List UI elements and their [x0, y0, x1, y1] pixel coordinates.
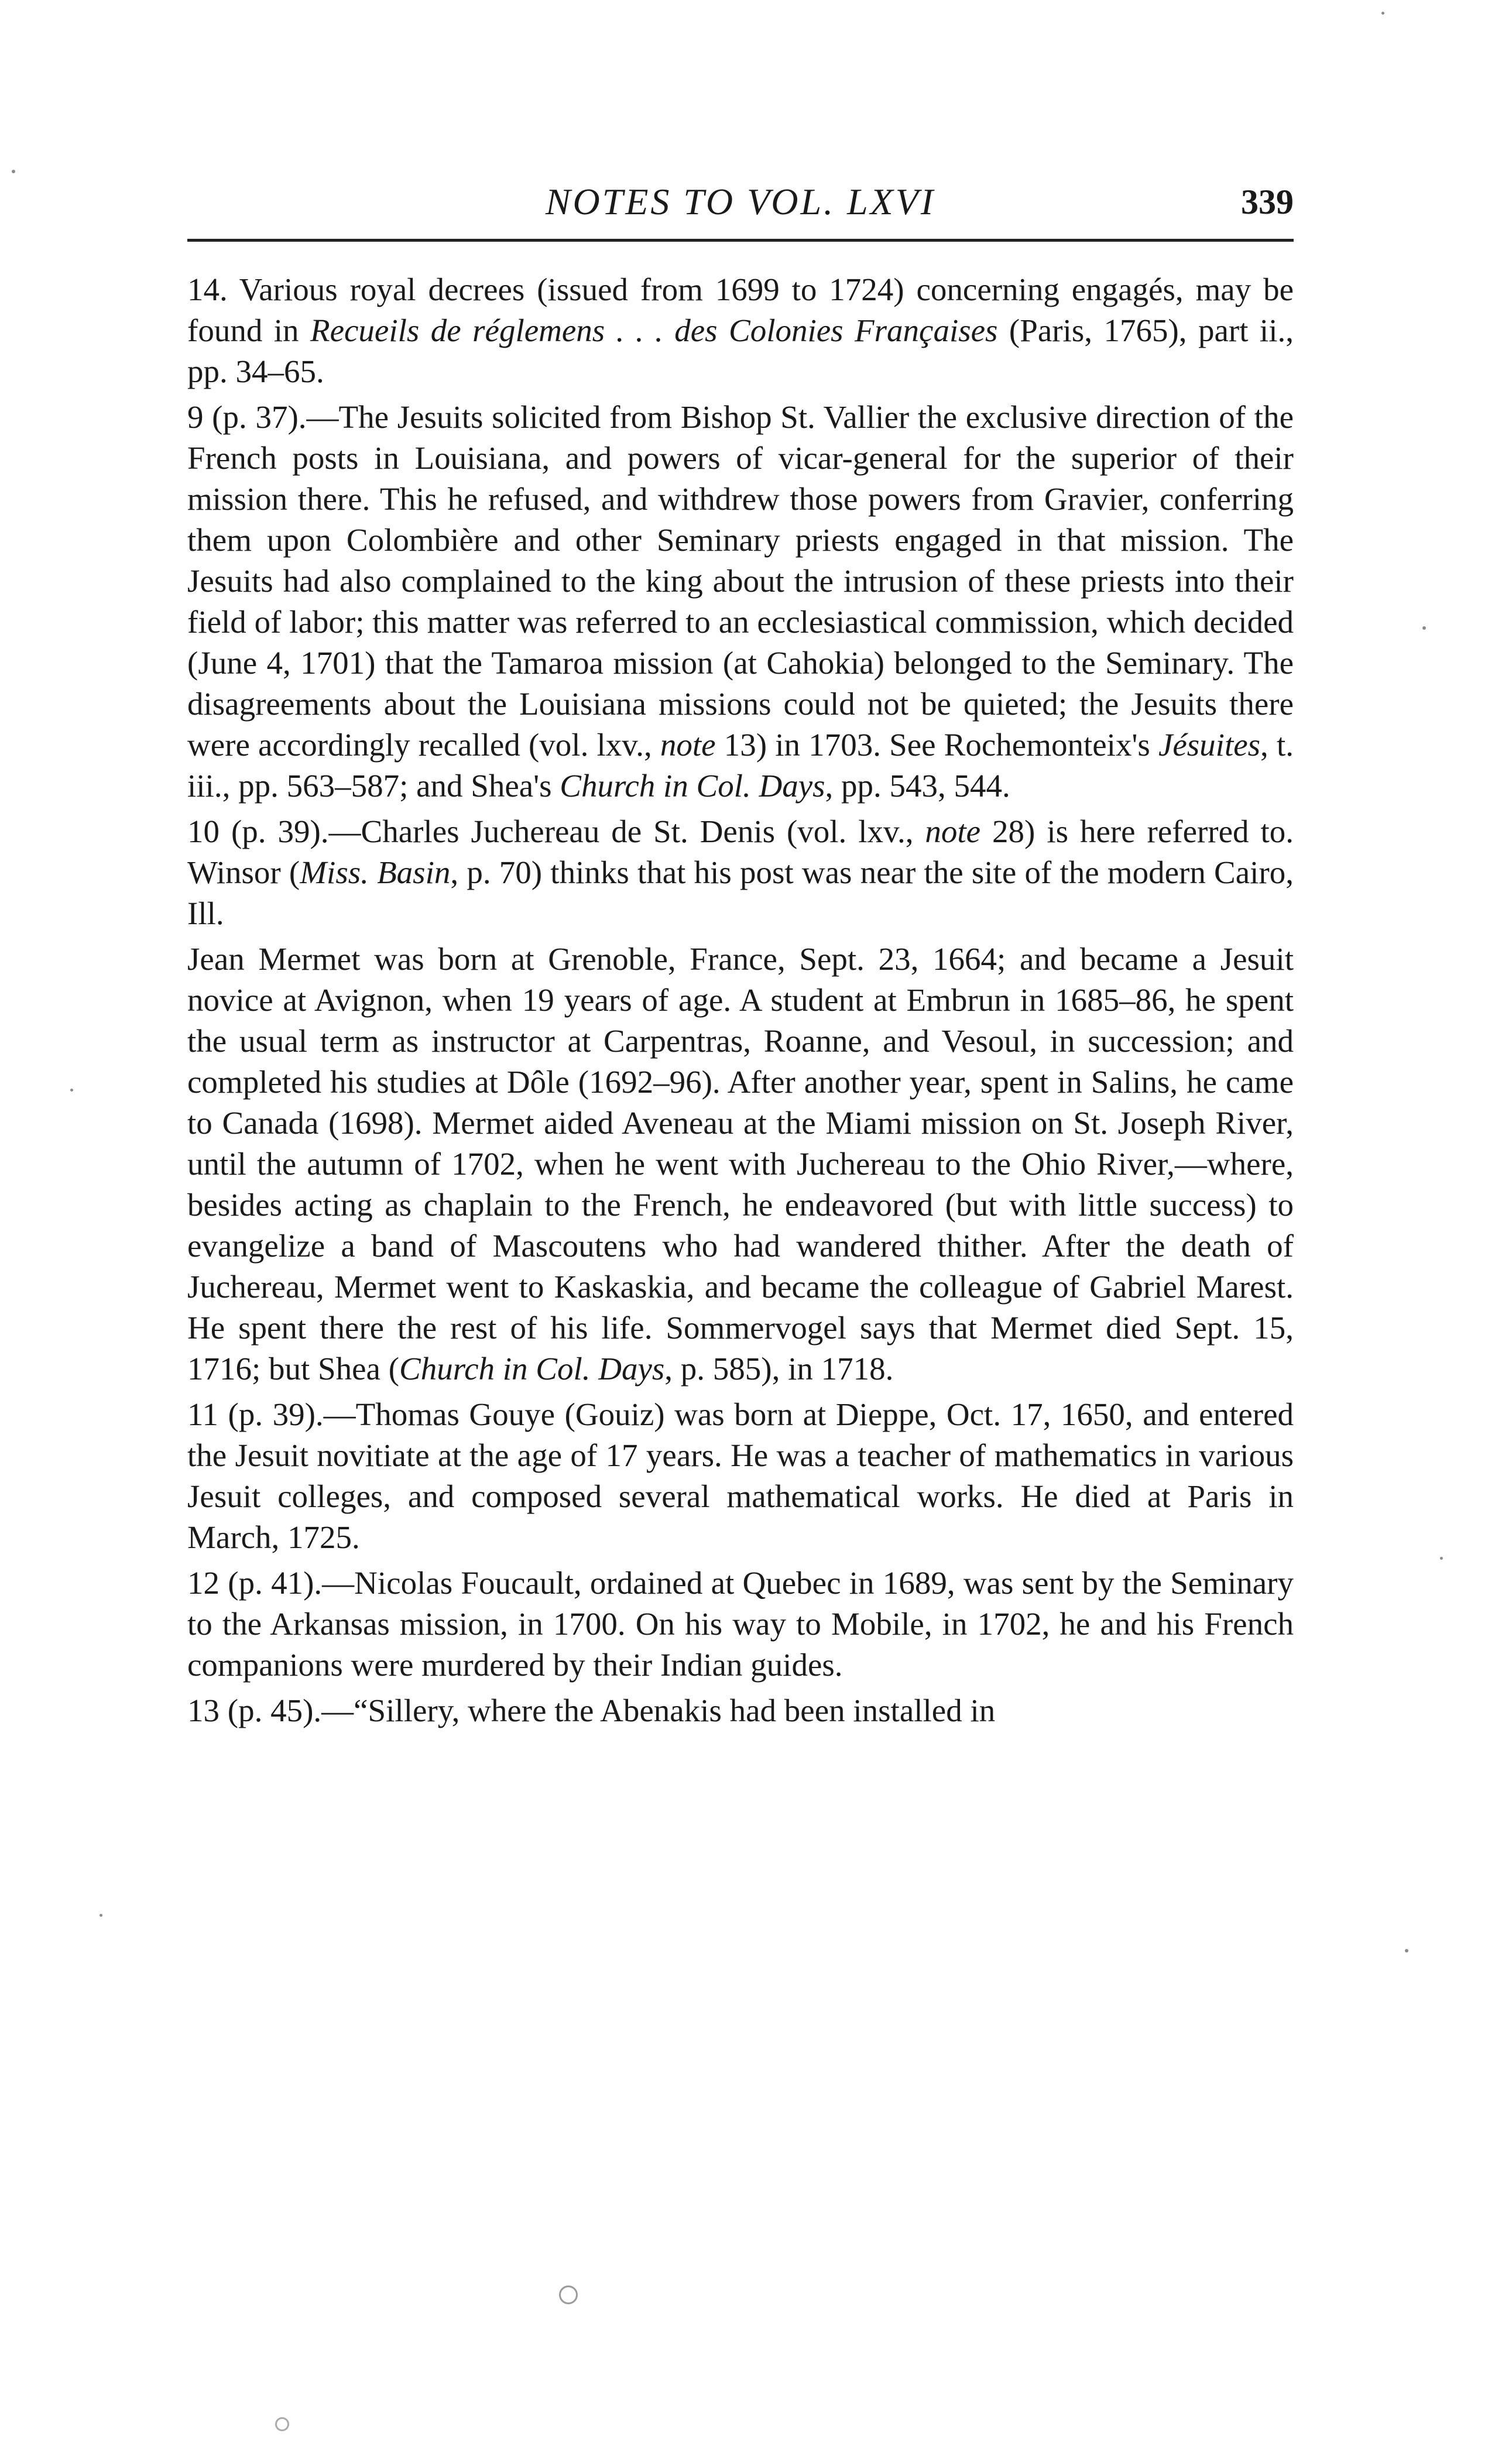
- scan-speck: [1422, 626, 1426, 630]
- text-run: 13) in 1703. See Rochemonteix's: [715, 727, 1158, 763]
- text-run: 11 (p. 39).—Thomas Gouye (Gouiz) was born at Dieppe, Oct. 17, 1650, and entered the Jesuit novitiate at the age of 17 years. He was a teacher of mathematics in various Jesuit colleges, and composed several mathematical works. He died at Paris in March, 1725.: [187, 1396, 1294, 1555]
- text-run: 14. Various royal decrees (issued from 1699 to 1724) concerning engagés, may be found in: [187, 272, 1294, 348]
- text-run: 10 (p. 39).—Charles Juchereau de St. Denis (vol. lxv.,: [187, 814, 925, 849]
- paragraph-note-11: [187, 1394, 1294, 1558]
- italic-word: note: [660, 727, 716, 763]
- paragraph-mermet: [187, 939, 1294, 1389]
- italic-title: Church in Col. Days: [399, 1351, 665, 1387]
- text-run: (Paris, 1765), part ii., pp. 34–65.: [187, 313, 1294, 389]
- scan-speck: [100, 1914, 102, 1917]
- paragraph-note-13: [187, 1690, 1294, 1731]
- scan-speck: [275, 2417, 289, 2431]
- paragraph-note-10: [187, 811, 1294, 934]
- italic-word: note: [925, 814, 981, 849]
- text-run: 28) is here referred to. Winsor (: [187, 814, 1294, 890]
- scan-speck: [1440, 1557, 1443, 1560]
- text-run: Jean Mermet was born at Grenoble, France, Sept. 23, 1664; and became a Jesuit novice at Avignon, when 19 years of age. A student at Embrun in 1685–86, he spent the usual term as instructor at Carpentras, Roanne, and Vesoul, in succession; and completed his studies at Dôle (1692–96). After another year, spent in Salins, he came to Canada (1698). Mermet aided Aveneau at the Miami mission on St. Joseph River, until the autumn of 1702, when he went with Juchereau to the Ohio River,—where, besides acting as chaplain to the French, he endeavored (but with little success) to evangelize a band of Mascoutens who had wandered thither. After the death of Juchereau, Mermet went to Kaskaskia, and became the colleague of Gabriel Marest. He spent there the rest of his life. Sommervogel says that Mermet died Sept. 15, 1716; but Shea (: [187, 941, 1294, 1387]
- paragraph-note-9: [187, 397, 1294, 807]
- header-rule: [187, 239, 1294, 242]
- paragraph-note-14: [187, 269, 1294, 392]
- scan-speck: [1381, 12, 1384, 15]
- text-run: 12 (p. 41).—Nicolas Foucault, ordained at Quebec in 1689, was sent by the Seminary to the Arkansas mission, in 1700. On his way to Mobile, in 1702, he and his French companions were murdered by their Indian guides.: [187, 1565, 1294, 1683]
- text-run: , p. 70) thinks that his post was near the site of the modern Cairo, Ill.: [187, 854, 1294, 931]
- notes-body: [187, 269, 1294, 1736]
- page-number: 339: [1241, 183, 1294, 221]
- text-run: , t. iii., pp. 563–587; and Shea's: [187, 727, 1294, 804]
- running-head: NOTES TO VOL. LXVI: [545, 181, 936, 222]
- scan-speck: [70, 1089, 73, 1092]
- scan-speck: [1405, 1949, 1408, 1952]
- italic-title: Recueils de réglemens . . . des Colonies Françaises: [310, 313, 998, 348]
- italic-title: Jésuites: [1158, 727, 1261, 763]
- scan-speck: [559, 2285, 578, 2304]
- paragraph-note-12: [187, 1563, 1294, 1686]
- page-header: [187, 176, 1294, 228]
- text-run: , p. 585), in 1718.: [664, 1351, 894, 1387]
- italic-title: Church in Col. Days: [560, 768, 825, 804]
- scan-speck: [12, 170, 15, 173]
- text-run: , pp. 543, 544.: [825, 768, 1010, 804]
- text-run: 9 (p. 37).—The Jesuits solicited from Bishop St. Vallier the exclusive direction of the French posts in Louisiana, and powers of vicar-general for the superior of their mission there. This he refused, and withdrew those powers from Gravier, conferring them upon Colombière and other Seminary priests engaged in that mission. The Jesuits had also complained to the king about the intrusion of these priests into their field of labor; this matter was referred to an ecclesiastical commission, which decided (June 4, 1701) that the Tamaroa mission (at Cahokia) belonged to the Seminary. The disagreements about the Louisiana missions could not be quieted; the Jesuits there were accordingly recalled (vol. lxv.,: [187, 399, 1294, 763]
- italic-title: Miss. Basin: [300, 854, 451, 890]
- text-run: 13 (p. 45).—“Sillery, where the Abenakis had been installed in: [187, 1693, 996, 1728]
